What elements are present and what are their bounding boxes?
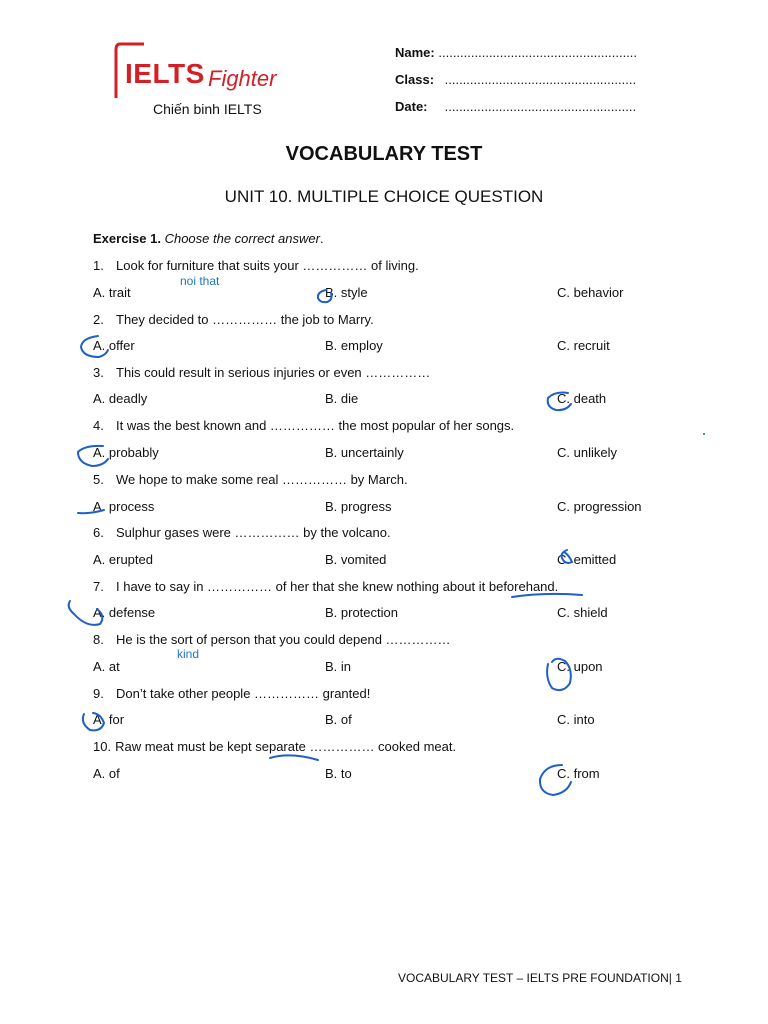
date-field: [395, 99, 636, 114]
q5-option-c[interactable]: C. progression: [557, 499, 642, 514]
q1-option-c[interactable]: C. behavior: [557, 285, 624, 300]
q1-option-b[interactable]: B. style: [325, 285, 368, 300]
question-10: [93, 739, 456, 754]
question-number: 4.: [93, 418, 104, 433]
q2-option-c[interactable]: C. recruit: [557, 338, 610, 353]
question-number: 9.: [93, 686, 104, 701]
handwritten-note-q8: kind: [177, 647, 200, 661]
question-number: 8.: [93, 632, 104, 647]
logo-subtitle: Chiến binh IELTS: [153, 101, 262, 117]
question-7: [93, 579, 558, 594]
question-1: [93, 258, 419, 273]
exercise-heading: [93, 231, 324, 246]
question-text: Don’t take other people …………… granted!: [116, 686, 371, 701]
question-number: 6.: [93, 525, 104, 540]
question-text: We hope to make some real …………… by March.: [116, 472, 408, 487]
q7-option-c[interactable]: C. shield: [557, 605, 608, 620]
underline-beforehand: [512, 594, 582, 597]
handwritten-note-q1: noi that: [180, 274, 220, 288]
logo-brand-script: Fighter: [208, 66, 277, 91]
exercise-end: .: [319, 231, 324, 246]
ink-dot: [703, 433, 705, 435]
date-label: Date:: [395, 99, 428, 114]
q8-option-b[interactable]: B. in: [325, 659, 352, 674]
q4-option-b[interactable]: B. uncertainly: [325, 445, 404, 460]
question-text: I have to say in …………… of her that she knew nothing about it beforehand.: [116, 579, 559, 594]
q1-option-a[interactable]: A. trait: [93, 285, 131, 300]
name-field: [395, 45, 637, 60]
question-4: [93, 418, 514, 433]
question-number: 10.: [93, 739, 112, 754]
q8-option-c[interactable]: C. upon: [557, 659, 603, 674]
q8-option-a[interactable]: A. at: [93, 659, 120, 674]
q6-option-c[interactable]: C. emitted: [557, 552, 617, 567]
question-text: Sulphur gases were …………… by the volcano.: [116, 525, 391, 540]
q7-option-a[interactable]: A. defense: [93, 605, 156, 620]
question-6: [93, 525, 391, 540]
page-title: VOCABULARY TEST: [285, 143, 483, 165]
q3-option-a[interactable]: A. deadly: [93, 391, 148, 406]
question-number: 7.: [93, 579, 104, 594]
question-5: [93, 472, 408, 487]
q2-option-a[interactable]: A. offer: [93, 338, 135, 353]
page-footer: VOCABULARY TEST – IELTS PRE FOUNDATION| 1: [398, 971, 682, 985]
class-field: [395, 72, 636, 87]
q9-option-b[interactable]: B. of: [325, 712, 352, 727]
date-dots: .....................................................: [444, 99, 637, 114]
question-text: Raw meat must be kept separate …………… cooked meat.: [115, 739, 457, 754]
q6-option-a[interactable]: A. erupted: [93, 552, 153, 567]
q10-option-c[interactable]: C. from: [557, 766, 600, 781]
q3-option-b[interactable]: B. die: [325, 391, 359, 406]
q3-option-c[interactable]: C. death: [557, 391, 607, 406]
question-number: 1.: [93, 258, 104, 273]
question-8: [93, 632, 451, 647]
question-text: They decided to …………… the job to Marry.: [116, 312, 374, 327]
q4-option-c[interactable]: C. unlikely: [557, 445, 617, 460]
question-number: 5.: [93, 472, 104, 487]
question-9: [93, 686, 370, 701]
q2-option-b[interactable]: B. employ: [325, 338, 383, 353]
q10-option-a[interactable]: A. of: [93, 766, 120, 781]
q5-option-a[interactable]: A. process: [93, 499, 155, 514]
q5-option-b[interactable]: B. progress: [325, 499, 392, 514]
exercise-instruction: Choose the correct answer: [164, 231, 320, 246]
q9-option-a[interactable]: A. for: [93, 712, 125, 727]
question-number: 3.: [93, 365, 104, 380]
class-dots: .....................................................: [444, 72, 637, 87]
page-subtitle: UNIT 10. MULTIPLE CHOICE QUESTION: [224, 187, 544, 206]
question-text: Look for furniture that suits your …………… of living.: [116, 258, 419, 273]
q7-option-b[interactable]: B. protection: [325, 605, 398, 620]
q10-option-b[interactable]: B. to: [325, 766, 352, 781]
question-text: It was the best known and …………… the most popular of her songs.: [116, 418, 515, 433]
question-number: 2.: [93, 312, 104, 327]
name-label: Name:: [395, 45, 435, 60]
exercise-label: Exercise 1.: [93, 231, 161, 246]
question-2: [93, 312, 374, 327]
q4-option-a[interactable]: A. probably: [93, 445, 159, 460]
underline-separate: [270, 755, 318, 760]
q9-option-c[interactable]: C. into: [557, 712, 595, 727]
class-label: Class:: [395, 72, 435, 87]
name-dots: .......................................................: [438, 45, 638, 60]
question-text: This could result in serious injuries or even ……………: [116, 365, 431, 380]
question-3: [93, 365, 430, 380]
logo-brand-main: IELTS: [125, 58, 205, 89]
q6-option-b[interactable]: B. vomited: [325, 552, 387, 567]
question-text: He is the sort of person that you could depend ……………: [116, 632, 451, 647]
